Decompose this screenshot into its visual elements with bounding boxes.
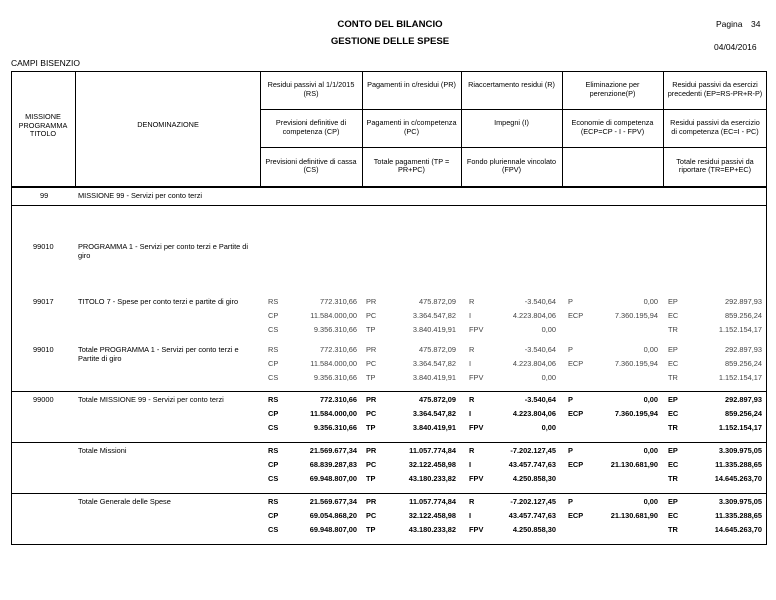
cell-value: 21.130.681,90 <box>610 460 658 469</box>
cell-value: 4.223.804,06 <box>512 311 556 320</box>
cell-value: 9.356.310,66 <box>313 325 357 334</box>
col-header-r2-3: Impegni (I) <box>494 118 529 127</box>
mission-name: MISSIONE 99 - Servizi per conto terzi <box>78 191 203 200</box>
cell-value: 292.897,93 <box>725 395 762 404</box>
col-header-r2-4: Economie di competenza (ECP=CP - I - FPV) <box>571 118 654 136</box>
cell-label: R <box>469 297 475 306</box>
cell-value: 1.152.154,17 <box>718 373 762 382</box>
cell-value: 292.897,93 <box>725 297 762 306</box>
cell-label: TP <box>366 474 376 483</box>
cell-label: TR <box>668 525 678 534</box>
cell-value: 21.569.677,34 <box>309 497 357 506</box>
cell-label: ECP <box>568 311 584 320</box>
cell-label: RS <box>268 345 279 354</box>
cell-label: PR <box>366 297 377 306</box>
block-code: 99010 <box>33 345 54 354</box>
cell-value: 0,00 <box>643 497 658 506</box>
cell-value: 21.130.681,90 <box>610 511 658 520</box>
cell-value: 475.872,09 <box>419 345 456 354</box>
cell-label: FPV <box>469 474 484 483</box>
cell-label: R <box>469 497 475 506</box>
cell-value: 9.356.310,66 <box>313 373 357 382</box>
block-code: 99017 <box>33 297 54 306</box>
cell-label: CP <box>268 311 279 320</box>
cell-label: CP <box>268 511 279 520</box>
cell-label: ECP <box>568 409 584 418</box>
cell-label: PR <box>366 345 377 354</box>
cell-label: P <box>568 345 573 354</box>
cell-value: 0,00 <box>541 423 556 432</box>
cell-label: TP <box>366 373 376 382</box>
cell-label: I <box>469 359 472 368</box>
cell-label: R <box>469 446 475 455</box>
block-code: 99000 <box>33 395 54 404</box>
cell-label: P <box>568 297 573 306</box>
cell-value: 3.364.547,82 <box>412 311 456 320</box>
col-header-r1-4: Eliminazione per perenzione(P) <box>585 80 640 98</box>
cell-value: 43.180.233,82 <box>408 525 456 534</box>
cell-label: ECP <box>568 511 584 520</box>
cell-label: RS <box>268 297 279 306</box>
cell-label: TP <box>366 525 376 534</box>
block-name: Totale Generale delle Spese <box>78 497 171 506</box>
block-name: Totale PROGRAMMA 1 - Servizi per conto terzi e Partite di giro <box>78 345 239 363</box>
cell-value: 772.310,66 <box>320 297 357 306</box>
cell-label: TP <box>366 423 376 432</box>
cell-value: 11.584.000,00 <box>310 311 357 320</box>
report-subtitle: GESTIONE DELLE SPESE <box>330 36 450 47</box>
cell-value: 859.256,24 <box>725 359 762 368</box>
cell-label: I <box>469 460 472 469</box>
cell-label: RS <box>268 446 279 455</box>
cell-value: 11.335.288,65 <box>715 460 762 469</box>
programma-code: 99010 <box>33 242 54 251</box>
cell-label: TP <box>366 325 376 334</box>
cell-label: RS <box>268 497 279 506</box>
col-header-r2-2: Pagamenti in c/competenza (PC) <box>366 118 457 136</box>
cell-label: TR <box>668 373 678 382</box>
cell-value: 14.645.263,70 <box>714 525 762 534</box>
cell-label: CP <box>268 359 279 368</box>
cell-label: EC <box>668 409 679 418</box>
cell-label: PC <box>366 359 377 368</box>
cell-value: 0,00 <box>541 373 556 382</box>
col-header-r3-5: Totale residui passivi da riportare (TR=EP+EC) <box>676 156 754 175</box>
cell-label: FPV <box>469 373 484 382</box>
cell-value: 11.335.288,65 <box>715 511 762 520</box>
cell-value: 0,00 <box>643 345 658 354</box>
cell-value: 4.250.858,30 <box>512 525 556 534</box>
cell-value: 11.057.774,84 <box>409 497 456 506</box>
cell-value: 1.152.154,17 <box>718 423 762 432</box>
cell-label: EP <box>668 395 678 404</box>
col-code-header: MISSIONE PROGRAMMA TITOLO <box>18 112 68 139</box>
cell-label: TR <box>668 474 678 483</box>
cell-value: 43.457.747,63 <box>508 460 556 469</box>
mission-code: 99 <box>40 191 49 200</box>
cell-label: EP <box>668 345 678 354</box>
cell-value: 32.122.458,98 <box>408 511 456 520</box>
cell-label: R <box>469 395 475 404</box>
cell-value: 3.840.419,91 <box>412 325 456 334</box>
cell-value: 7.360.195,94 <box>614 409 658 418</box>
cell-label: FPV <box>469 325 484 334</box>
block-name: TITOLO 7 - Spese per conto terzi e partite di giro <box>78 297 239 306</box>
cell-value: 772.310,66 <box>320 395 357 404</box>
cell-label: PC <box>366 460 377 469</box>
cell-value: 4.250.858,30 <box>512 474 556 483</box>
col-name-header: DENOMINAZIONE <box>137 120 199 129</box>
col-header-r3-1: Previsioni definitive di cassa (CS) <box>265 156 357 175</box>
cell-label: PC <box>366 409 377 418</box>
cell-label: CP <box>268 409 279 418</box>
block-name: Totale MISSIONE 99 - Servizi per conto terzi <box>78 395 224 404</box>
cell-value: 859.256,24 <box>725 311 762 320</box>
cell-value: 69.948.807,00 <box>309 474 357 483</box>
cell-value: 0,00 <box>541 325 556 334</box>
cell-label: I <box>469 409 472 418</box>
cell-value: 859.256,24 <box>725 409 762 418</box>
cell-value: -3.540,64 <box>524 345 556 354</box>
page-number: 34 <box>751 19 761 29</box>
cell-label: CS <box>268 325 279 334</box>
col-header-r3-2: Totale pagamenti (TP = PR+PC) <box>373 156 450 175</box>
cell-label: EP <box>668 497 678 506</box>
cell-label: FPV <box>469 525 484 534</box>
col-header-r1-2: Pagamenti in c/residui (PR) <box>367 80 456 89</box>
cell-value: -3.540,64 <box>524 395 556 404</box>
cell-value: 4.223.804,06 <box>512 409 556 418</box>
cell-label: RS <box>268 395 279 404</box>
col-header-r1-3: Riaccertamento residui (R) <box>468 80 555 89</box>
cell-label: EP <box>668 297 678 306</box>
cell-value: 32.122.458,98 <box>408 460 456 469</box>
cell-label: P <box>568 395 573 404</box>
cell-label: ECP <box>568 460 584 469</box>
cell-value: 21.569.677,34 <box>309 446 357 455</box>
entity-name: CAMPI BISENZIO <box>11 58 80 68</box>
cell-value: 7.360.195,94 <box>614 359 658 368</box>
cell-label: PR <box>366 446 377 455</box>
cell-value: 0,00 <box>643 446 658 455</box>
cell-label: R <box>469 345 475 354</box>
cell-label: CS <box>268 525 279 534</box>
cell-value: 3.309.975,05 <box>718 446 762 455</box>
cell-label: P <box>568 497 573 506</box>
cell-label: PR <box>366 395 377 404</box>
cell-label: CS <box>268 474 279 483</box>
cell-label: I <box>469 511 472 520</box>
cell-value: 1.152.154,17 <box>718 325 762 334</box>
cell-value: 4.223.804,06 <box>512 359 556 368</box>
cell-label: I <box>469 311 472 320</box>
cell-value: 0,00 <box>643 395 658 404</box>
report-table <box>11 71 767 545</box>
cell-value: 475.872,09 <box>419 297 456 306</box>
cell-label: CP <box>268 460 279 469</box>
cell-value: 68.839.287,83 <box>309 460 357 469</box>
cell-label: TR <box>668 325 678 334</box>
cell-value: 3.364.547,82 <box>412 409 456 418</box>
cell-value: -7.202.127,45 <box>510 446 556 455</box>
cell-value: 475.872,09 <box>419 395 456 404</box>
col-header-r3-3: Fondo pluriennale vincolato (FPV) <box>466 156 557 175</box>
cell-label: ECP <box>568 359 584 368</box>
cell-label: FPV <box>469 423 484 432</box>
cell-label: EC <box>668 511 679 520</box>
cell-value: 7.360.195,94 <box>614 311 658 320</box>
cell-label: CS <box>268 423 279 432</box>
cell-label: PC <box>366 511 377 520</box>
cell-value: 3.364.547,82 <box>412 359 456 368</box>
cell-value: 11.584.000,00 <box>310 359 357 368</box>
block-name: Totale Missioni <box>78 446 127 455</box>
cell-value: 11.584.000,00 <box>310 409 357 418</box>
cell-label: EC <box>668 460 679 469</box>
cell-value: 43.457.747,63 <box>508 511 556 520</box>
page-label: Pagina <box>716 19 743 29</box>
programma-name: PROGRAMMA 1 - Servizi per conto terzi e Partite di giro <box>78 242 249 260</box>
cell-value: -7.202.127,45 <box>510 497 556 506</box>
col-header-r1-1: Residui passivi al 1/1/2015 (RS) <box>267 80 355 98</box>
cell-value: 3.309.975,05 <box>718 497 762 506</box>
cell-value: -3.540,64 <box>524 297 556 306</box>
cell-label: P <box>568 446 573 455</box>
report-title: CONTO DEL BILANCIO <box>337 19 443 30</box>
cell-value: 11.057.774,84 <box>409 446 456 455</box>
report-date: 04/04/2016 <box>714 42 757 52</box>
cell-value: 3.840.419,91 <box>412 373 456 382</box>
cell-value: 0,00 <box>643 297 658 306</box>
cell-value: 292.897,93 <box>725 345 762 354</box>
col-header-r2-1: Previsioni definitive di competenza (CP) <box>275 118 347 136</box>
cell-value: 43.180.233,82 <box>408 474 456 483</box>
cell-value: 9.356.310,66 <box>313 423 357 432</box>
cell-value: 14.645.263,70 <box>714 474 762 483</box>
cell-label: CS <box>268 373 279 382</box>
cell-label: EC <box>668 311 679 320</box>
cell-label: EC <box>668 359 679 368</box>
cell-label: PR <box>366 497 377 506</box>
cell-value: 69.948.807,00 <box>309 525 357 534</box>
cell-label: TR <box>668 423 678 432</box>
col-header-r2-5: Residui passivi da esercizio di competenza (EC=I - PC) <box>670 118 760 136</box>
cell-value: 772.310,66 <box>320 345 357 354</box>
cell-label: EP <box>668 446 678 455</box>
cell-value: 69.054.868,20 <box>309 511 357 520</box>
col-header-r1-5: Residui passivi da esercizi precedenti (EP=RS-PR+R-P) <box>667 80 763 98</box>
cell-value: 3.840.419,91 <box>412 423 456 432</box>
cell-label: PC <box>366 311 377 320</box>
